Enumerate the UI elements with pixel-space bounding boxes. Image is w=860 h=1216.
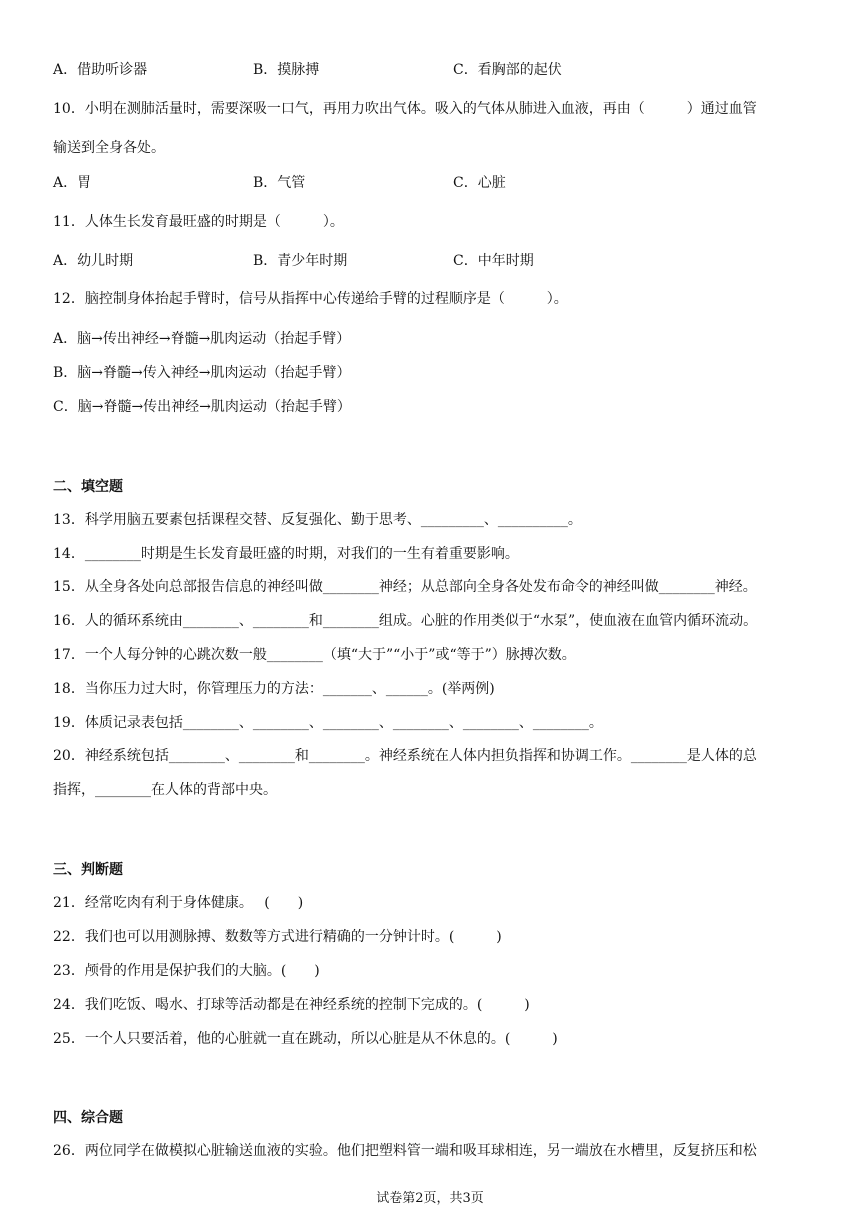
q19: 19．体质记录表包括________、________、________、________、________、________。 [53,715,603,731]
q9-option-b: B．摸脉搏 [253,62,320,78]
q11-option-a: A．幼儿时期 [53,253,134,269]
q12-stem: 12．脑控制身体抬起手臂时，信号从指挥中心传递给手臂的过程顺序是（ ）。 [53,291,568,307]
q24: 24．我们吃饭、喝水、打球等活动都是在神经系统的控制下完成的。( ) [53,997,530,1013]
page-footer: 试卷第2页，共3页 [376,1191,484,1206]
q17: 17．一个人每分钟的心跳次数一般________（填“大于”“小于”或“等于”）脉搏次数。 [53,647,576,663]
q20-line2: 指挥，________在人体的背部中央。 [53,782,277,798]
q15: 15．从全身各处向总部报告信息的神经叫做________神经；从总部向全身各处发布命令的神经叫做________神经。 [53,579,757,595]
q10-option-a: A．胃 [53,175,92,191]
q9-option-a: A．借助听诊器 [53,62,148,78]
q11-stem: 11．人体生长发育最旺盛的时期是（ ）。 [53,214,344,230]
q14: 14．________时期是生长发育最旺盛的时期，对我们的一生有着重要影响。 [53,546,519,562]
q10-stem-line1: 10．小明在测肺活量时，需要深吸一口气，再用力吹出气体。吸入的气体从肺进入血液，再由（ ）通过血管 [53,101,757,117]
section-fill-in-title: 二、填空题 [53,479,123,495]
q11-option-c: C．中年时期 [453,253,534,269]
q12-option-a: A．脑→传出神经→脊髓→肌肉运动（抬起手臂） [53,331,351,347]
q10-option-b: B．气管 [253,175,306,191]
q13: 13．科学用脑五要素包括课程交替、反复强化、勤于思考、_________、__________。 [53,512,582,528]
q10-option-c: C．心脏 [453,175,506,191]
section-judgment-title: 三、判断题 [53,862,123,878]
q12-option-c: C．脑→脊髓→传出神经→肌肉运动（抬起手臂） [53,399,351,415]
q26-line1: 26．两位同学在做模拟心脏输送血液的实验。他们把塑料管一端和吸耳球相连，另一端放在水槽里，反复挤压和松 [53,1143,757,1159]
q20-line1: 20．神经系统包括________、________和________。神经系统在人体内担负指挥和协调工作。________是人体的总 [53,748,757,764]
section-comprehensive-title: 四、综合题 [53,1110,123,1126]
q18: 18．当你压力过大时，你管理压力的方法：_______、______。(举两例) [53,681,495,697]
q12-option-b: B．脑→脊髓→传入神经→肌肉运动（抬起手臂） [53,365,351,381]
q16: 16．人的循环系统由________、________和________组成。心脏的作用类似于“水泵”，使血液在血管内循环流动。 [53,613,758,629]
q11-option-b: B．青少年时期 [253,253,348,269]
q10-stem-line2: 输送到全身各处。 [53,140,165,156]
q21: 21．经常吃肉有利于身体健康。 ( ) [53,895,304,911]
q9-option-c: C．看胸部的起伏 [453,62,562,78]
q22: 22．我们也可以用测脉搏、数数等方式进行精确的一分钟计时。( ) [53,929,502,945]
q23: 23．颅骨的作用是保护我们的大脑。( ) [53,963,320,979]
q25: 25．一个人只要活着，他的心脏就一直在跳动，所以心脏是从不休息的。( ) [53,1031,558,1047]
